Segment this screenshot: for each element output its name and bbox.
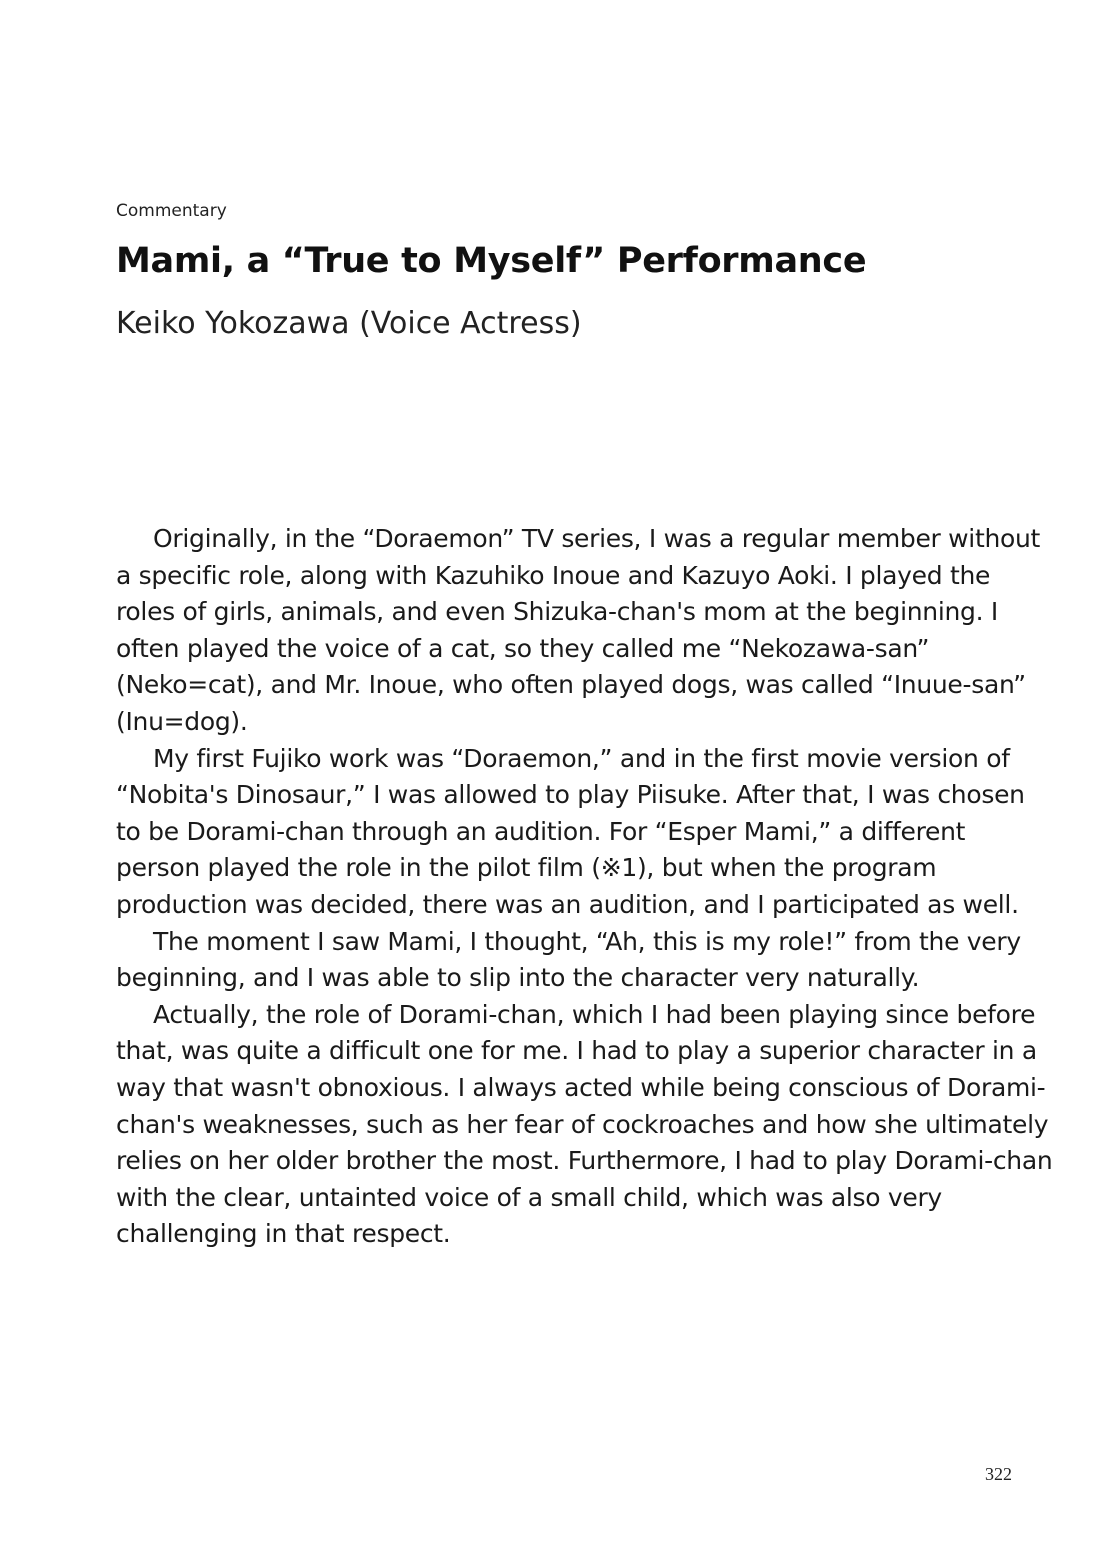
body-paragraph: My first Fujiko work was “Doraemon,” and in the first movie version of “Nobita's Dinosaur,” I was allowed to play Piisuke. After that, I was chosen to be Dorami-chan through an audition. For “Esper Mami,” a different person played the role in the pilot film (※1), but when the program production was decided, there was an audition, and I participated as well. <box>116 743 1025 919</box>
article-body <box>116 521 1056 1253</box>
article-title: Mami, a “True to Myself” Performance <box>116 241 867 281</box>
body-paragraph: Actually, the role of Dorami-chan, which I had been playing since before that, was quite a difficult one for me. I had to play a superior character in a way that wasn't obnoxious. I always acted while being conscious of Dorami-chan's weaknesses, such as her fear of cockroaches and how she ultimately relies on her older brother the most. Furthermore, I had to play Dorami-chan with the clear, untainted voice of a small child, which was also very challenging in that respect. <box>116 999 1053 1249</box>
page-number: 322 <box>985 1464 1012 1484</box>
article-author: Keiko Yokozawa (Voice Actress) <box>116 306 582 341</box>
body-paragraph: The moment I saw Mami, I thought, “Ah, this is my role!” from the very beginning, and I was able to slip into the character very naturally. <box>116 926 1021 993</box>
section-label: Commentary <box>116 201 227 221</box>
body-paragraph: Originally, in the “Doraemon” TV series, I was a regular member without a specific role, along with Kazuhiko Inoue and Kazuyo Aoki. I played the roles of girls, animals, and even Shizuka-chan's mom at the beginning. I often played the voice of a cat, so they called me “Nekozawa-san” (Neko=cat), and Mr. Inoue, who often played dogs, was called “Inuue-san” (Inu=dog). <box>116 524 1041 736</box>
